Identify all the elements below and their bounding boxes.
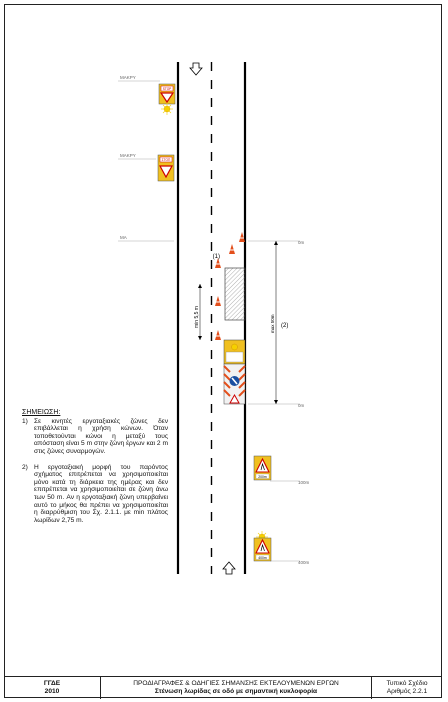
footer-org-cell	[4, 677, 101, 699]
flashing-light-icon	[161, 103, 173, 115]
svg-text:400m: 400m	[258, 555, 267, 560]
note-number: 2)	[22, 463, 28, 471]
distance-label-1: ΜΑΚΡΥ	[120, 75, 136, 80]
traffic-cone-icon	[215, 330, 221, 340]
note-item-1	[22, 418, 168, 456]
right-distance-label-4: 400m	[298, 560, 310, 565]
right-distance-label-1: 0m	[298, 240, 305, 245]
footer-title-line2: Στένωση λωρίδας σε οδό με σημαντική κυκλοφορία	[154, 688, 318, 695]
max-zone-label: max 50m	[270, 314, 275, 333]
notes-title: ΣΗΜΕΙΩΣΗ:	[22, 409, 61, 416]
note-number: 1)	[22, 417, 28, 425]
work-zone-area	[225, 268, 245, 320]
right-distance-label-2: 0m	[298, 403, 305, 408]
note-item-2	[22, 464, 168, 525]
footer-type: Τυπικό Σχέδιο	[386, 680, 428, 687]
work-vehicle	[224, 340, 245, 404]
min-width-label: min 5,5 m	[194, 306, 200, 328]
svg-text:200m: 200m	[258, 474, 267, 479]
distance-label-2: ΜΑΚΡΥ	[120, 153, 136, 158]
arrow-up-icon	[223, 562, 235, 574]
footer-year: 2010	[44, 688, 60, 695]
road-works-sign-1	[254, 456, 271, 480]
note-text: Σε κινητές εργοταξιακές ζώνες δεν επιβάλλεται η χρήση κώνων. Όταν τοποθετούνται κώνοι η μεταξύ τους απόσταση είναι 5 m στην ζώνη έργων και 2 m στις ζώνες συναρμογών.	[34, 417, 168, 455]
distance-label-3: ΜΑ	[120, 235, 127, 240]
yield-sign-top	[159, 84, 175, 104]
traffic-cone-icon	[215, 296, 221, 306]
footer-number: Αριθμός 2.2.1	[386, 688, 428, 695]
footer-title-cell	[101, 677, 372, 699]
notes-block	[22, 409, 168, 532]
footer-title-line1: ΠΡΟΔΙΑΓΡΑΦΕΣ & ΟΔΗΓΙΕΣ ΣΗΜΑΝΣΗΣ ΕΚΤΕΛΟΥΜΕΝΩΝ ΕΡΓΩΝ	[133, 680, 339, 687]
road-works-sign-2	[254, 538, 271, 561]
right-distance-label-3: 100m	[298, 480, 310, 485]
svg-text:STOP: STOP	[162, 87, 172, 91]
title-block	[4, 676, 442, 699]
footer-org: ΓΓΔΕ	[43, 680, 61, 687]
callout-1-label: (1)	[212, 254, 220, 260]
note-text: Η εργοταξιακή μορφή του παρόντος σχήματος επιτρέπεται να χρησιμοποιείται μόνο κατά τη διάρκεια της ημέρας και δεν επιτρέπεται να χρησιμοποιείται σε ζώνη άνω των 50 m. Αν η εργοταξιακή ζώνη υπερβαίνει αυτό το μήκος θα πρέπει να χρησιμοποιείται η διαρρύθμιση του Σχ. 2.1.1. με min πλάτος λωρίδων 2,75 m.	[34, 463, 168, 524]
arrow-down-icon	[190, 63, 202, 75]
yield-sign-middle	[158, 155, 174, 181]
svg-text:ΣΤΟΠ: ΣΤΟΠ	[161, 158, 171, 162]
callout-2-label: (2)	[281, 323, 289, 329]
footer-number-cell	[372, 677, 442, 699]
traffic-cone-icon	[229, 244, 235, 254]
